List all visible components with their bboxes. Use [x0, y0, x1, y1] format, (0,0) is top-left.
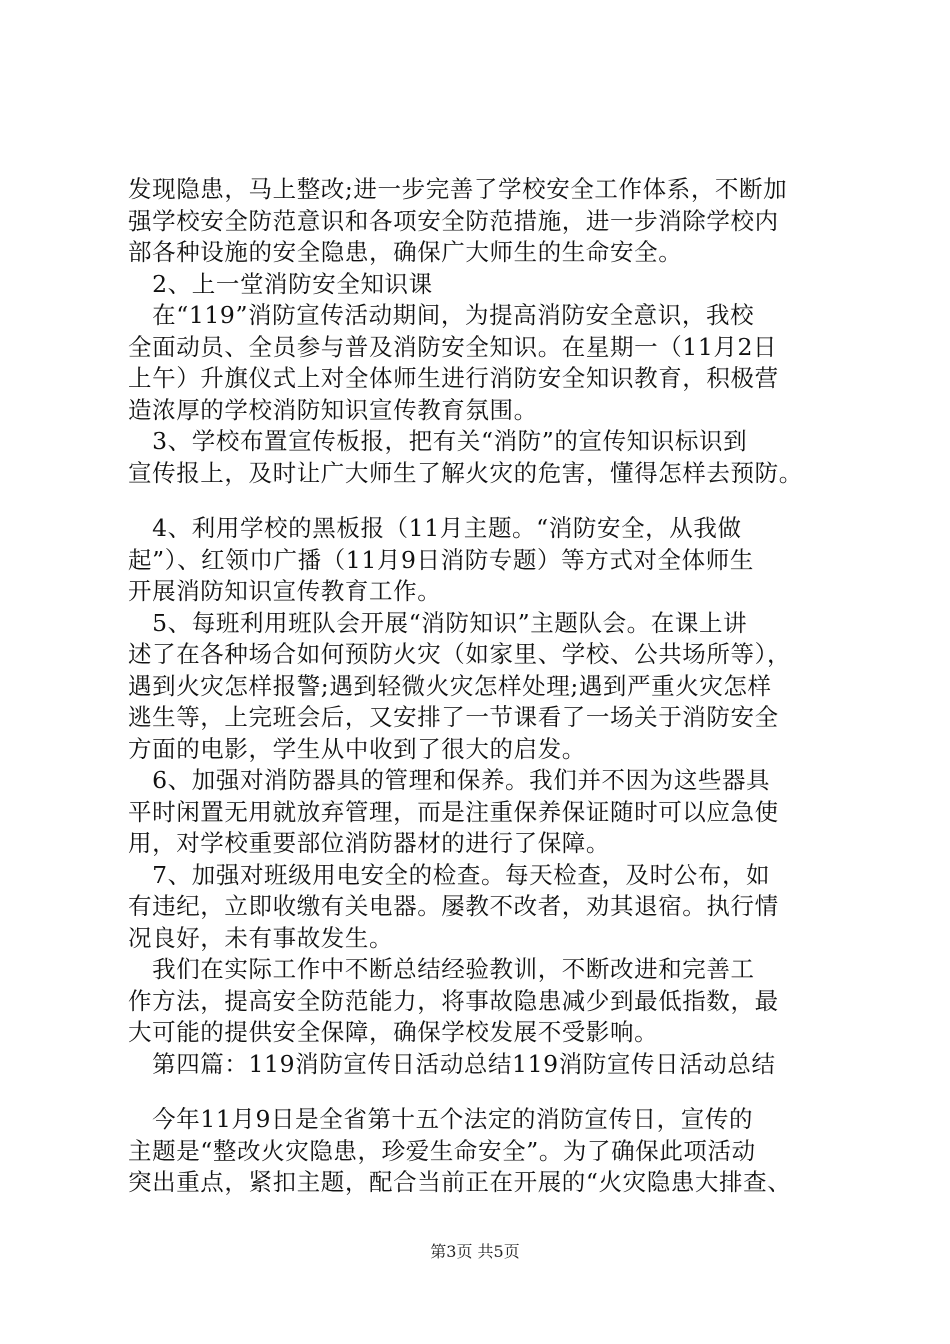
text-line: 宣传报上，及时让广大师生了解火灾的危害，懂得怎样去预防。 — [128, 458, 803, 487]
text-line: 方面的电影，学生从中收到了很大的启发。 — [128, 734, 586, 763]
text-line: 逃生等，上完班会后，又安排了一节课看了一场关于消防安全 — [128, 703, 779, 731]
text-line: 大可能的提供安全保障，确保学校发展不受影响。 — [128, 1018, 659, 1046]
paragraph — [128, 1104, 840, 1199]
paragraph — [128, 426, 840, 489]
text-line: 第四篇：119消防宣传日活动总结119消防宣传日活动总结 — [128, 1049, 776, 1078]
paragraph — [128, 174, 840, 269]
text-line: 全面动员、全员参与普及消防安全知识。在星期一（11月2日 — [128, 332, 778, 361]
document-body — [128, 174, 840, 1199]
page-footer: 第3页 共5页 — [430, 1242, 520, 1261]
text-line: 有违纪，立即收缴有关电器。屡教不改者，劝其退宿。执行情 — [128, 892, 779, 920]
text-line: 造浓厚的学校消防知识宣传教育氛围。 — [128, 395, 538, 424]
text-line: 强学校安全防范意识和各项安全防范措施，进一步消除学校内 — [128, 206, 779, 235]
text-line: 7、加强对班级用电安全的检查。每天检查，及时公布，如 — [128, 860, 771, 889]
text-line: 3、学校布置宣传板报，把有关“消防”的宣传知识标识到 — [128, 427, 748, 455]
text-line: 在“119”消防宣传活动期间，为提高消防安全意识，我校 — [128, 301, 755, 329]
text-line: 开展消防知识宣传教育工作。 — [128, 577, 442, 605]
text-line: 上午）升旗仪式上对全体师生进行消防安全知识教育，积极营 — [128, 364, 779, 392]
text-line: 4、利用学校的黑板报（11月主题。“消防安全，从我做 — [128, 514, 742, 542]
paragraph — [128, 513, 840, 608]
text-line: 述了在各种场合如何预防火灾（如家里、学校、公共场所等）， — [128, 640, 792, 668]
paragraph — [128, 269, 840, 301]
text-line: 今年11月9日是全省第十五个法定的消防宣传日，宣传的 — [128, 1105, 754, 1133]
text-line: 部各种设施的安全隐患，确保广大师生的生命安全。 — [128, 238, 683, 266]
text-line: 发现隐患，马上整改;进一步完善了学校安全工作体系，不断加 — [128, 175, 788, 203]
paragraph — [128, 300, 840, 426]
text-line: 起”）、红领巾广播（11月9日消防专题）等方式对全体师生 — [128, 545, 754, 574]
text-line: 6、加强对消防器具的管理和保养。我们并不因为这些器具 — [128, 766, 771, 794]
text-line: 平时闲置无用就放弃管理，而是注重保养保证随时可以应急使 — [128, 797, 779, 826]
text-line: 作方法，提高安全防范能力，将事故隐患减少到最低指数，最 — [128, 986, 779, 1015]
text-line: 主题是“整改火灾隐患，珍爱生命安全”。为了确保此项活动 — [128, 1136, 756, 1165]
text-line: 遇到火灾怎样报警;遇到轻微火灾怎样处理;遇到严重火灾怎样 — [128, 671, 772, 700]
text-line: 突出重点，紧扣主题，配合当前正在开展的“火灾隐患大排查、 — [128, 1168, 792, 1196]
paragraph — [128, 608, 840, 766]
paragraph — [128, 860, 840, 955]
paragraph-gap — [128, 1080, 840, 1104]
paragraph — [128, 954, 840, 1049]
text-line: 我们在实际工作中不断总结经验教训，不断改进和完善工 — [128, 955, 755, 983]
text-line: 用，对学校重要部位消防器材的进行了保障。 — [128, 829, 610, 857]
text-line: 5、每班利用班队会开展“消防知识”主题队会。在课上讲 — [128, 608, 748, 637]
paragraph — [128, 765, 840, 860]
text-line: 况良好，未有事故发生。 — [128, 923, 394, 952]
paragraph — [128, 1049, 840, 1081]
text-line: 2、上一堂消防安全知识课 — [128, 269, 433, 298]
paragraph-gap — [128, 489, 840, 513]
